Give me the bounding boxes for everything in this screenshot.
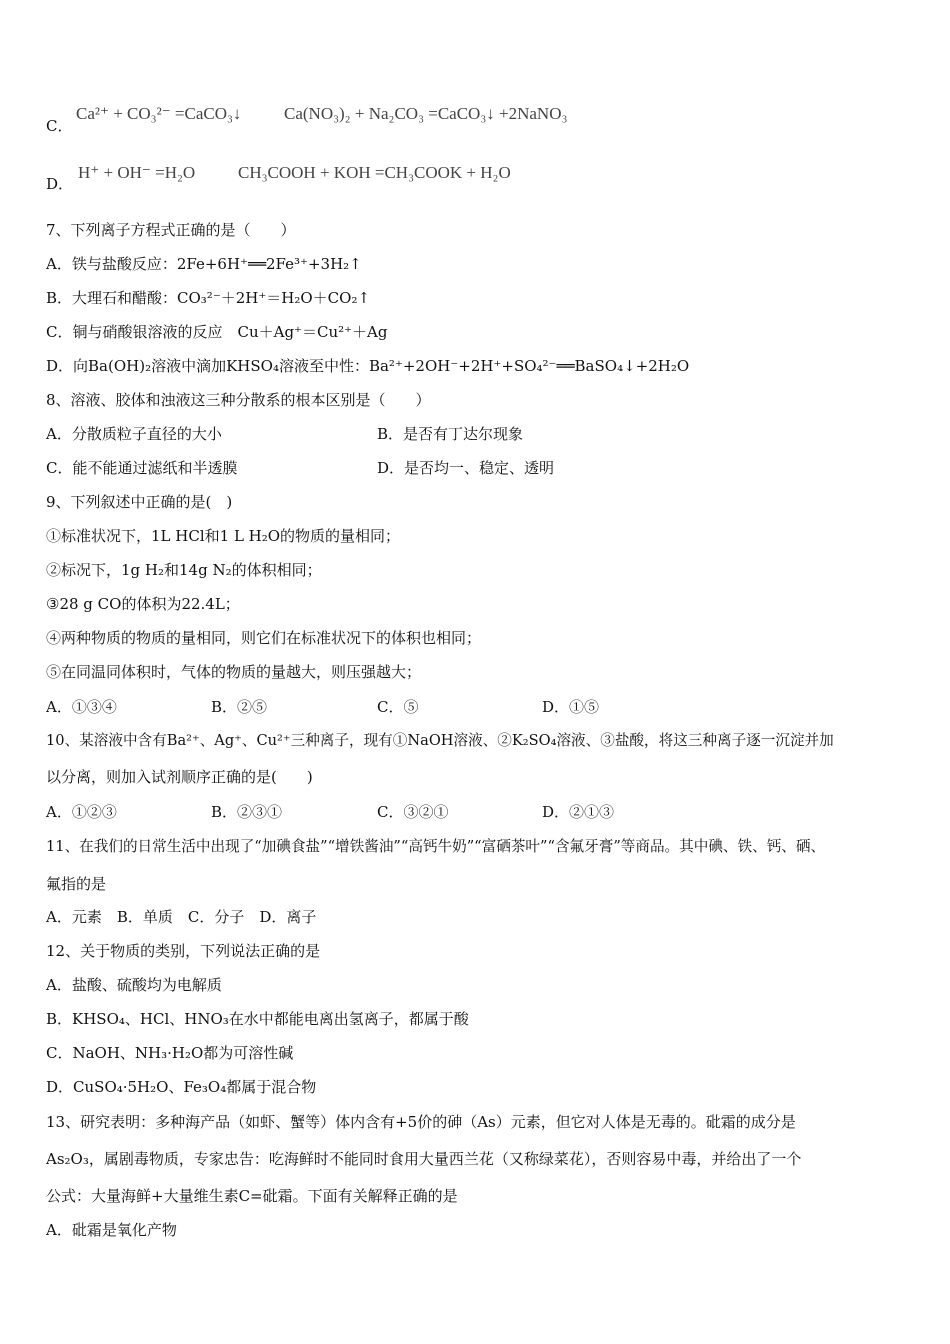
q12-option-a: A．盐酸、硫酸均为电解质 (46, 976, 222, 994)
q8-option-b: B．是否有丁达尔现象 (377, 425, 524, 443)
q6-option-c-label: C． (46, 117, 73, 135)
q12-option-b: B．KHSO₄、HCl、HNO₃在水中都能电离出氢离子，都属于酸 (46, 1010, 469, 1028)
q13-stem-line-3: 公式：大量海鲜+大量维生素C=砒霜。下面有关解释正确的是 (46, 1187, 458, 1205)
q13-stem-line-2: As₂O₃，属剧毒物质，专家忠告：吃海鲜时不能同时食用大量西兰花（又称绿菜花），否则容易中毒，并给出了一个 (46, 1150, 802, 1168)
q13-option-a: A．砒霜是氧化产物 (46, 1221, 177, 1239)
q9-statement-3: ③28 g CO的体积为22.4L； (46, 595, 240, 613)
q8-option-c: C．能不能通过滤纸和半透膜 (46, 459, 238, 477)
q8-stem: 8、溶液、胶体和浊液这三种分散系的根本区别是（ ） (46, 391, 431, 409)
q9-statement-5: ⑤在同温同体积时，气体的物质的量越大，则压强越大； (46, 663, 422, 681)
q9-statement-4: ④两种物质的物质的量相同，则它们在标准状况下的体积也相同； (46, 629, 482, 647)
q10-option-a: A．①②③ (46, 803, 117, 821)
q11-stem-line-2: 氟指的是 (46, 875, 107, 893)
q13-stem-line-1: 13、研究表明：多种海产品（如虾、蟹等）体内含有+5价的砷（As）元素，但它对人体是无毒的。砒霜的成分是 (46, 1113, 796, 1131)
q9-option-b: B．②⑤ (211, 698, 268, 716)
q9-stem: 9、下列叙述中正确的是( ) (46, 493, 233, 511)
q10-stem-line-2: 以分离，则加入试剂顺序正确的是( ) (46, 768, 313, 786)
q10-stem-line-1: 10、某溶液中含有Ba²⁺、Ag⁺、Cu²⁺三种离子，现有①NaOH溶液、②K₂SO₄溶液、③盐酸，将这三种离子逐一沉淀并加 (46, 732, 834, 749)
q9-statement-2: ②标况下，1g H₂和14g N₂的体积相同； (46, 561, 322, 579)
q7-option-a: A．铁与盐酸反应：2Fe+6H⁺══2Fe³⁺+3H₂↑ (46, 255, 362, 273)
q8-option-a: A．分散质粒子直径的大小 (46, 425, 222, 443)
q11-stem-line-1: 11、在我们的日常生活中出现了“加碘食盐”“增铁酱油”“高钙牛奶”“富硒茶叶”“含氟牙膏”等商品。其中碘、铁、钙、硒、 (46, 838, 826, 855)
q7-option-b: B．大理石和醋酸：CO₃²⁻＋2H⁺＝H₂O＋CO₂↑ (46, 289, 371, 307)
q12-option-d: D．CuSO₄·5H₂O、Fe₃O₄都属于混合物 (46, 1078, 317, 1096)
q8-option-d: D．是否均一、稳定、透明 (377, 459, 555, 477)
q11-options: A．元素 B．单质 C．分子 D．离子 (46, 908, 317, 926)
q12-stem: 12、关于物质的类别，下列说法正确的是 (46, 942, 321, 960)
q6-option-d-equation-2: CH₃COOH + KOH =CH₃COOK + H₂O (238, 163, 511, 182)
q9-statement-1: ①标准状况下，1L HCl和1 L H₂O的物质的量相同； (46, 527, 401, 545)
q9-option-d: D．①⑤ (542, 698, 600, 716)
q6-option-d-label: D． (46, 175, 74, 193)
q7-option-d: D．向Ba(OH)₂溶液中滴加KHSO₄溶液至中性：Ba²⁺+2OH⁻+2H⁺+SO₄²⁻══BaSO₄↓+2H₂O (46, 357, 690, 375)
q6-option-c-equation-2: Ca(NO₃)₂ + Na₂CO₃ =CaCO₃↓ +2NaNO₃ (284, 104, 568, 123)
q7-option-c: C．铜与硝酸银溶液的反应 Cu＋Ag⁺＝Cu²⁺＋Ag (46, 323, 388, 341)
q6-option-d-equation-1: H⁺ + OH⁻ =H₂O (78, 163, 196, 182)
q7-stem: 7、下列离子方程式正确的是（ ） (46, 221, 296, 239)
q10-option-b: B．②③① (211, 803, 283, 821)
q6-option-c-equation-1: Ca²⁺ + CO₃²⁻ =CaCO₃↓ (76, 104, 242, 123)
q10-option-d: D．②①③ (542, 803, 615, 821)
q9-option-c: C．⑤ (377, 698, 419, 716)
q12-option-c: C．NaOH、NH₃·H₂O都为可溶性碱 (46, 1044, 294, 1062)
q9-option-a: A．①③④ (46, 698, 117, 716)
q10-option-c: C．③②① (377, 803, 449, 821)
